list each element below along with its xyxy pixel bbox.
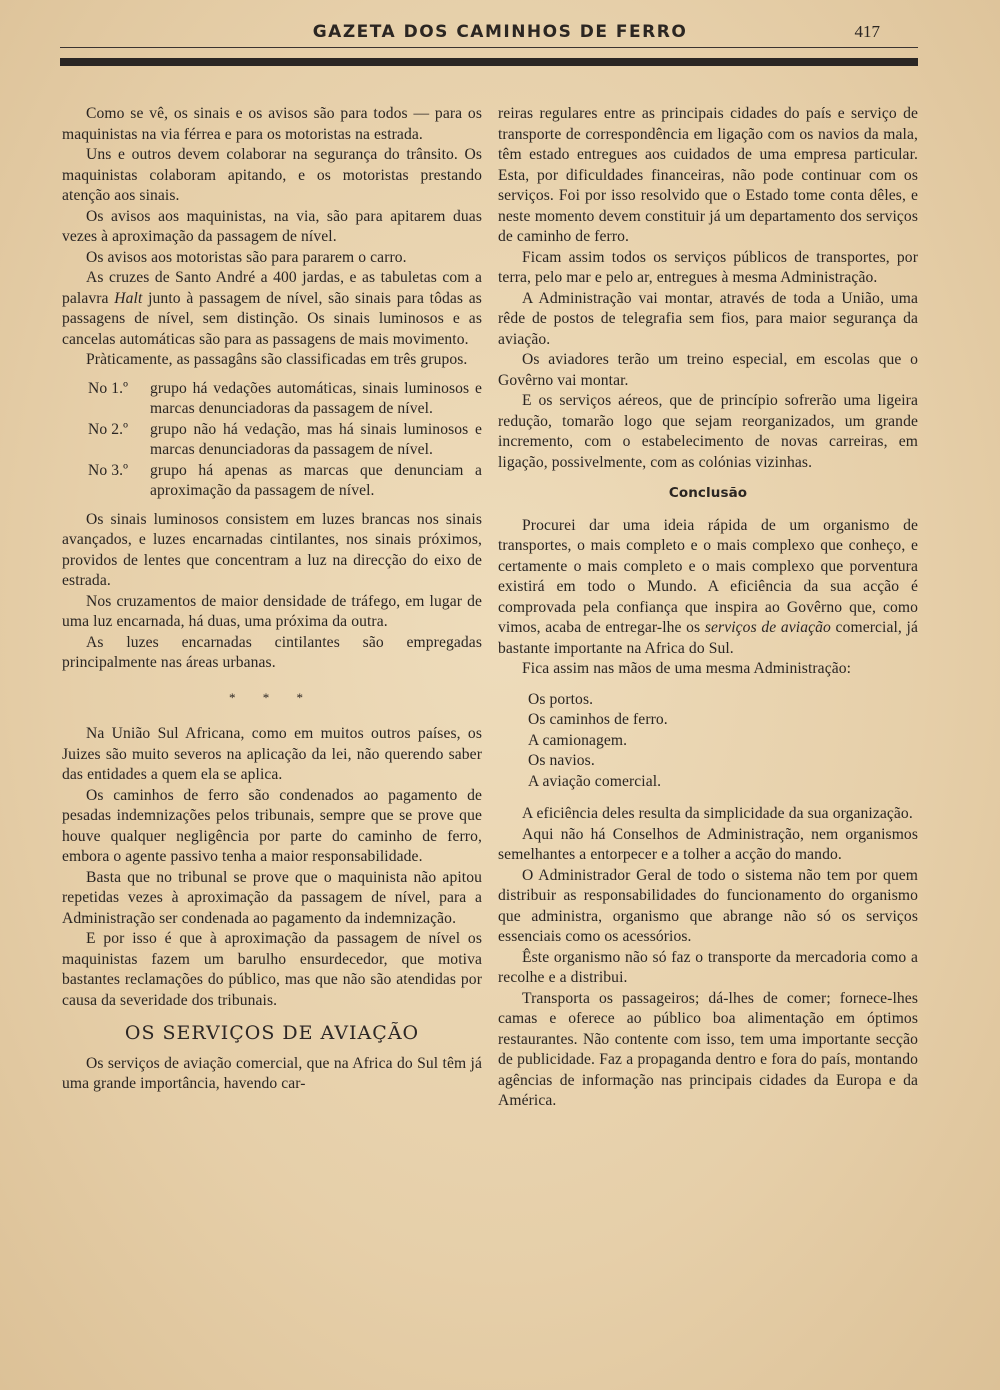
header-rule-thick (60, 58, 918, 66)
left-column (62, 104, 482, 1095)
text-run: As cruzes de Santo André a 400 jardas, e as tabuletas com a palavra (62, 269, 482, 307)
group-text: grupo há apenas as marcas que denunciam a aproximação da passagem de nível. (150, 461, 482, 499)
paragraph: Como se vê, os sinais e os avisos são para todos — para os maquinistas na via férrea e para os motoristas na estrada. (62, 105, 482, 143)
paragraph: Basta que no tribunal se prove que o maquinista não apitou repetidas vezes à aproximação da passagem de nível, para a Administração ser condenada ao pagamento da indemnização. (62, 868, 482, 927)
paragraph: reiras regulares entre as principais cidades do país e serviço de transporte de correspondência em ligação com os navios da mala, têm estado entregues aos cuidados de uma empresa particular. Esta, por dificuldades financeiras, não pode continuar com os serviços. Foi por isso resolvido que o Estado tome conta dêles, e neste momento devem constituir já um departamento dos serviços de caminho de ferro. (498, 105, 918, 245)
paragraph: Os avisos aos motoristas são para pararem o carro. (86, 248, 407, 266)
paragraph: Uns e outros devem colaborar na segurança do trânsito. Os maquinistas colaboram apitando, e os motoristas prestando atenção aos sinais. (62, 146, 482, 204)
paragraph: Fica assim nas mãos de uma mesma Administração: (522, 660, 852, 677)
paragraph: Transporta os passageiros; dá-lhes de comer; fornece-lhes camas e oferece ao público boa alimentação em óptimos restaurantes. Não contente com isso, tem uma importante secção de publicidade. Faz a propaganda dentro e fora do país, montando agências de informação nas principais cidades da Europa e da América. (498, 989, 918, 1109)
group-text: grupo não há vedação, mas há sinais luminosos e marcas denunciadoras da passagem de nível. (150, 420, 482, 458)
text-run: junto à passagem de nível, são sinais para tôdas as passagens de nível, sem distinção. Os sinais luminosos e as cancelas automáticas são para as passagens de mais movimento. (62, 289, 482, 348)
paragraph: Aqui não há Conselhos de Administração, nem organismos semelhantes a entorpecer e a tolher a acção do mando. (498, 825, 918, 863)
group-item (88, 461, 482, 502)
text-run: Procurei dar uma ideia rápida de um organismo de transportes, o mais completo e o mais complexo que conheço, e certamente o mais completo e o mais complexo que porventura existirá em todo o Mundo. A eficiência da sua acção é comprovada pela confiança que inspira ao Govêrno que, como vimos, acaba de entregar-lhe os (498, 516, 918, 636)
section-title: OS SERVIÇOS DE AVIAÇÃO (124, 1022, 420, 1044)
list-item: A aviação comercial. (528, 772, 662, 790)
group-label: No 2.º (88, 420, 129, 438)
paragraph: O Administrador Geral de todo o sistema não tem por quem distribuir as responsabilidades do funcionamento do organismo que administra, organismo que abrange não só os serviços essenciais como os acessórios. (498, 866, 918, 945)
paragraph (62, 268, 482, 350)
list-item: A camionagem. (528, 731, 628, 749)
group-item (88, 420, 482, 461)
paragraph: A eficiência deles resulta da simplicidade da sua organização. (522, 805, 913, 822)
paragraph: Na União Sul Africana, como em muitos outros países, os Juizes são muito severos na aplicação da lei, não querendo saber das entidades a quem ela se aplica. (62, 725, 482, 783)
italic-word: Halt (114, 289, 143, 307)
paragraph: Os caminhos de ferro são condenados ao pagamento de pesadas indemnizações pelos tribunais, sempre que se prove que houve qualquer negligência por parte do caminho de ferro, embora o agente passivo tenha a maior responsabilidade. (62, 786, 482, 865)
right-column (498, 104, 918, 1112)
paragraph: Os serviços de aviação comercial, que na Africa do Sul têm já uma grande importância, havendo car- (62, 1054, 482, 1092)
paragraph: Ficam assim todos os serviços públicos de transportes, por terra, pelo mar e pelo ar, entregues à mesma Administração. (498, 248, 918, 286)
text-run: comercial, já bastante importante na Africa do Sul. (498, 619, 918, 657)
paragraph: Nos cruzamentos de maior densidade de tráfego, em lugar de uma luz encarnada, há duas, uma próxima da outra. (62, 592, 482, 630)
italic-phrase: serviços de aviação (704, 619, 831, 636)
paragraph: Pràticamente, as passagâns são classificadas em três grupos. (86, 351, 468, 368)
header-rule-thin (60, 47, 918, 48)
group-label: No 3.º (88, 461, 129, 479)
group-text: grupo há vedações automáticas, sinais luminosos e marcas denunciadoras da passagem de nível. (150, 379, 482, 417)
subheading-conclusao: Conclusão (668, 485, 748, 501)
list-item: Os portos. (528, 690, 594, 708)
list-item: Os navios. (528, 752, 595, 769)
paragraph: Os aviadores terão um treino especial, em escolas que o Govêrno vai montar. (498, 351, 918, 389)
list-item: Os caminhos de ferro. (528, 711, 668, 728)
paragraph: Êste organismo não só faz o transporte da mercadoria como a recolhe e a distribui. (498, 948, 918, 986)
paragraph: Os avisos aos maquinistas, na via, são para apitarem duas vezes à aproximação da passagem de nível. (62, 207, 482, 245)
journal-title: GAZETA DOS CAMINHOS DE FERRO (312, 22, 688, 42)
group-label: No 1.º (88, 379, 129, 397)
paragraph: E por isso é que à aproximação da passagem de nível os maquinistas fazem um barulho ensurdecedor, que motiva bastantes reclamações do público, mas que não são atendidas por causa da severidade dos tribunais. (62, 930, 482, 1009)
paragraph: A Administração vai montar, através de toda a União, uma rêde de postos de telegrafia sem fios, para maior segurança da aviação. (498, 289, 918, 348)
paragraph: E os serviços aéreos, que de princípio sofrerão uma ligeira redução, tomarão logo que sejam reorganizados, um grande incremento, com o estabelecimento de novas carreiras, em ligação, possivelmente, com as colónias vizinhas. (498, 392, 918, 471)
paragraph (498, 516, 918, 660)
services-list (498, 690, 918, 793)
group-item (88, 379, 482, 420)
page-number: 417 (854, 22, 880, 41)
section-separator: * * * (229, 689, 315, 705)
paragraph: Os sinais luminosos consistem em luzes brancas nos sinais avançados, e luzes encarnadas cintilantes, nos sinais próximos, providos de lentes que concentram a luz na direcção do eixo de estrada. (62, 510, 482, 589)
paragraph: As luzes encarnadas cintilantes são empregadas principalmente nas áreas urbanas. (62, 633, 482, 671)
